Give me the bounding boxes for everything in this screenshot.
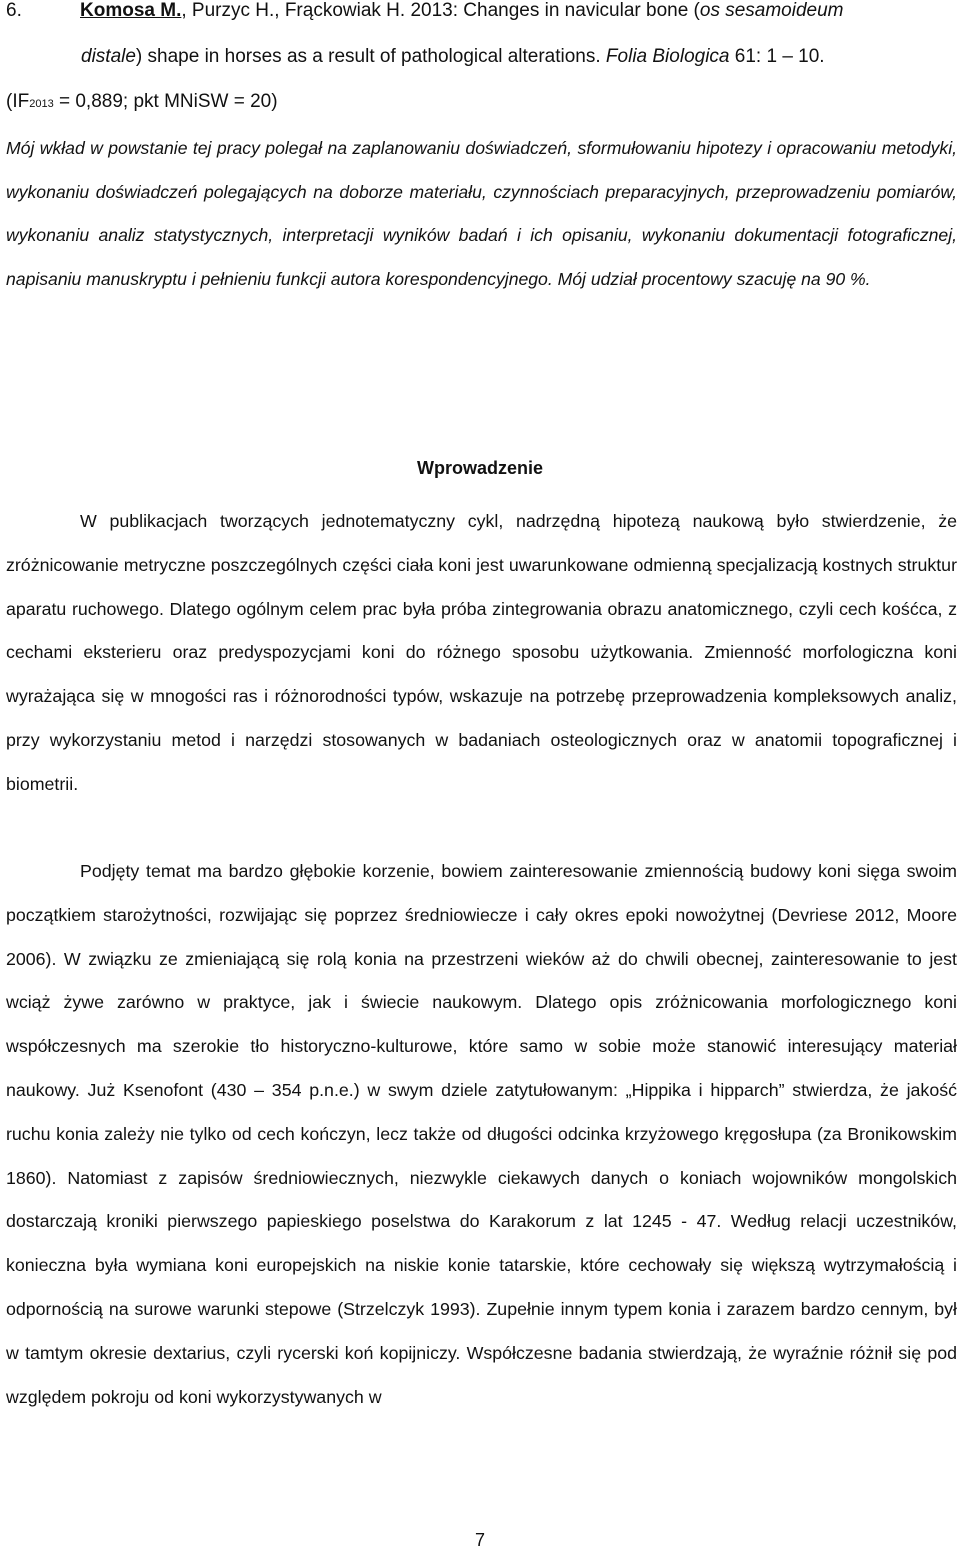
contribution-statement: Mój wkład w powstanie tej pracy polegał na zaplanowaniu doświadczeń, sformułowaniu hipotezy i opracowaniu metodyki, wykonaniu doświadczeń polegających na doborze materiału, czynnościach preparacyjnych, przeprowadzeniu pomiarów, wykonaniu analiz statystycznych, interpretacji wyników badań i ich opisaniu, wykonaniu dokumentacji fotograficznej, napisaniu manuskryptu i pełnieniu funkcji autora korespondencyjnego. Mój udział procentowy szacuję na 90 %. xyxy=(6,138,957,289)
reference-entry-line-2 xyxy=(81,38,960,76)
reference-title-continuation: ) shape in horses as a result of pathological alterations. xyxy=(135,46,606,67)
intro-paragraph-1: W publikacjach tworzących jednotematyczny cykl, nadrzędną hipotezą naukową było stwierdzenie, że zróżnicowanie metryczne poszczególnych części ciała koni jest uwarunkowane odmienną specjalizacją kostnych struktur aparatu ruchowego. Dlatego ogólnym celem prac była próba zintegrowania obrazu anatomicznego, czyli cech kośćca, z cechami eksterieru oraz predyspozycjami koni do różnego sposobu użytkowania. Zmienność morfologiczna koni wyrażająca się w mnogości ras i różnorodności typów, wskazuje na potrzebę przeprowadzenia kompleksowych analiz, przy wykorzystaniu metod i narzędzi stosowanych w badaniach osteologicznych oraz w anatomii topograficznej i biometrii. xyxy=(6,511,957,794)
impact-factor-year: 2013 xyxy=(29,98,54,110)
intro-paragraph-2: Podjęty temat ma bardzo głębokie korzenie, bowiem zainteresowanie zmiennością budowy koni sięga swoim początkiem starożytności, rozwijając się poprzez średniowiecze i cały okres epoki nowożytnej (Devriese 2012, Moore 2006). W związku ze zmieniającą się rolą konia na przestrzeni wieków aż do chwili obecnej, zainteresowanie to jest wciąż żywe zarówno w praktyce, jak i świecie naukowym. Dlatego opis zróżnicowania morfologicznego koni współczesnych ma szerokie tło historyczno-kulturowe, które samo w sobie może stanowić interesujący materiał naukowy. Już Ksenofont (430 – 354 p.n.e.) w swym dziele zatytułowanym: „Hippika i hipparch” stwierdza, że jakość ruchu konia zależy nie tylko od cech kończyn, lecz także od długości odcinka krzyżowego kręgosłupa (za Bronikowskim 1860). Natomiast z zapisów średniowiecznych, niezwykle ciekawych danych o koniach wojowników mongolskich dostarczają kroniki pierwszego papieskiego poselstwa do Karakorum z lat 1245 - 47. Według relacji uczestników, konieczna była wymiana koni europejskich na niskie konie tatarskie, które cechowały się większą wytrzymałością i odpornością na surowe warunki stepowe (Strzelczyk 1993). Zupełnie innym typem konia i zarazem bardzo cennym, był w tamtym okresie dextarius, czyli rycerski koń kopijniczy. Współczesne badania stwierdzają, że wyraźnie różnił się pod względem pokroju od koni wykorzystywanych w xyxy=(6,861,957,1407)
impact-factor-open: (IF xyxy=(6,91,30,112)
reference-number: 6. xyxy=(6,0,22,21)
reference-main-author: Komosa M. xyxy=(80,0,182,21)
section-heading: Wprowadzenie xyxy=(416,458,543,478)
reference-authors-rest: , Purzyc H., Frąckowiak H. 2013: Changes in navicular bone ( xyxy=(181,0,700,21)
reference-latin-term-2: distale xyxy=(81,46,136,67)
impact-factor-rest: = 0,889; pkt MNiSW = 20) xyxy=(53,91,278,112)
reference-volume: 61: 1 – 10. xyxy=(729,46,825,67)
reference-impact-factor xyxy=(6,83,956,123)
reference-journal: Folia Biologica xyxy=(605,46,730,67)
reference-entry-line-1 xyxy=(6,0,956,30)
page-number: 7 xyxy=(474,1530,485,1550)
reference-latin-term-1: os sesamoideum xyxy=(699,0,844,21)
